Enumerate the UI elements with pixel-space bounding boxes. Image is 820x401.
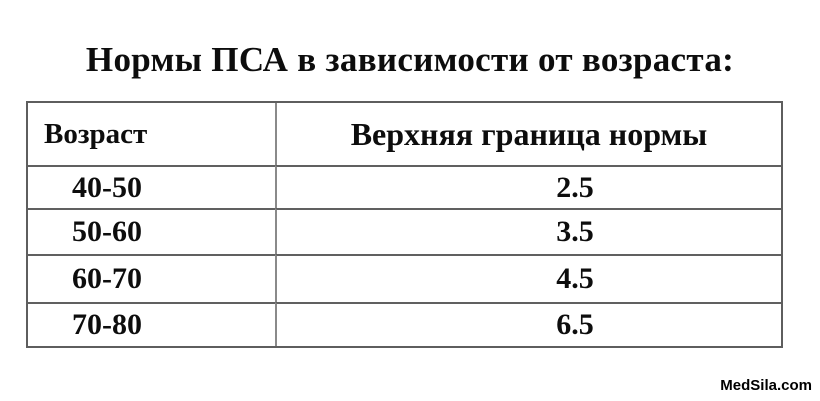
table-cell-age-range: 40-50	[28, 165, 275, 208]
psa-norms-table	[26, 101, 783, 348]
table-cell-upper-limit: 2.5	[275, 165, 781, 208]
table-cell-age-range: 50-60	[28, 208, 275, 254]
page-title: Нормы ПСА в зависимости от возраста:	[85, 40, 735, 79]
table-cell-upper-limit: 3.5	[275, 208, 781, 254]
table-cell-upper-limit: 4.5	[275, 254, 781, 302]
table-cell-age-range: 60-70	[28, 254, 275, 302]
column-header-age: Возраст	[44, 117, 148, 150]
table-cell-upper-limit: 6.5	[275, 302, 781, 346]
watermark-medsila: MedSila.com	[720, 377, 812, 394]
table-cell-age-range: 70-80	[28, 302, 275, 346]
column-header-upper-limit: Верхняя граница нормы	[275, 103, 781, 165]
